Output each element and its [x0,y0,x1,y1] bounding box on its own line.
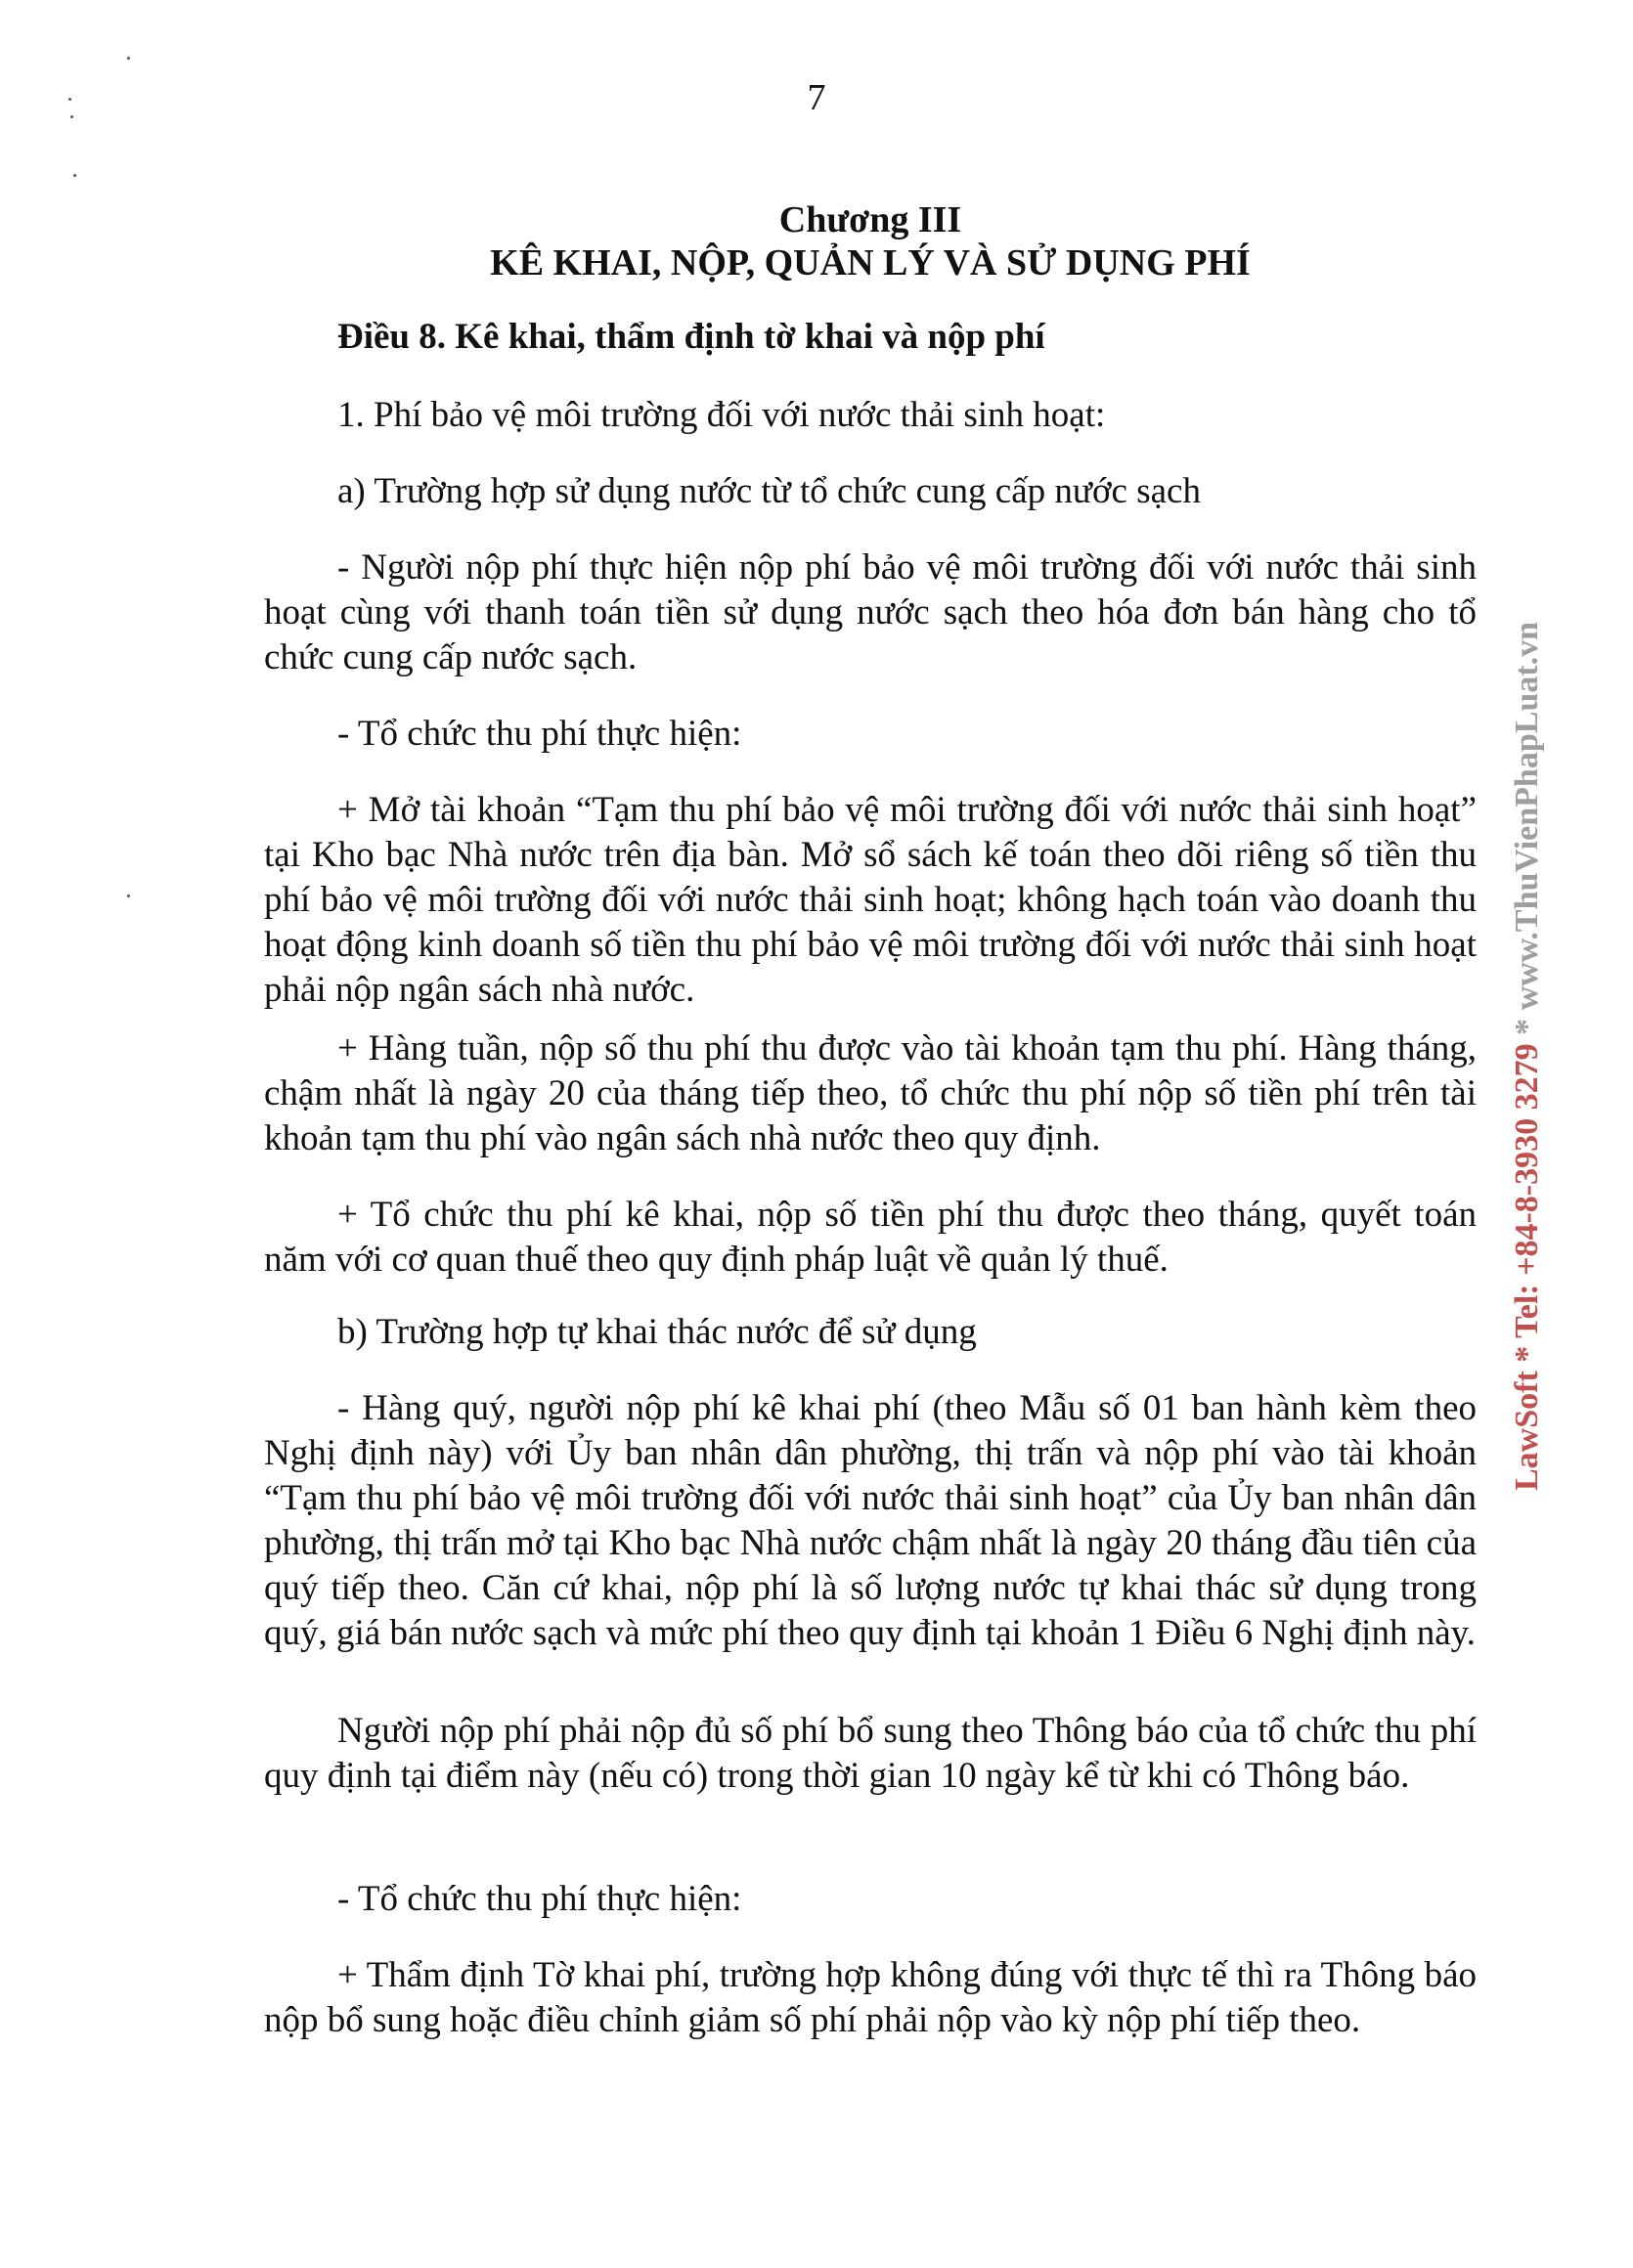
chapter-title: KÊ KHAI, NỘP, QUẢN LÝ VÀ SỬ DỤNG PHÍ [490,242,1251,284]
paragraph-2: a) Trường hợp sử dụng nước từ tổ chức cung cấp nước sạch [337,471,1201,511]
svg-text:LawSoft * Tel: +84-8-3930 3279 [1509,622,1545,1491]
chapter-label: Chương III [778,199,962,240]
lawsoft-watermark [1477,518,1574,1496]
paragraph-12: + Thẩm định Tờ khai phí, trường hợp không đúng với thực tế thì ra Thông báo nộp bổ sung hoặc điều chỉnh giảm số phí phải nộp vào kỳ nộp phí tiếp theo. [264,1955,1477,2040]
scan-speck [127,57,130,60]
article-heading: Điều 8. Kê khai, thẩm định tờ khai và nộp phí [337,317,1045,357]
paragraph-6: + Hàng tuần, nộp số thu phí thu được vào tài khoản tạm thu phí. Hàng tháng, chậm nhất là ngày 20 của tháng tiếp theo, tổ chức thu phí nộp số tiền phí trên tài khoản tạm thu phí vào ngân sách nhà nước theo quy định. [264,1028,1477,1158]
paragraph-8: b) Trường hợp tự khai thác nước để sử dụng [337,1312,977,1352]
watermark-separator: * [1509,1337,1545,1372]
scan-speck [68,98,71,101]
paragraph-4: - Tổ chức thu phí thực hiện: [337,714,742,754]
paragraph-5: + Mở tài khoản “Tạm thu phí bảo vệ môi trường đối với nước thải sinh hoạt” tại Kho bạc Nhà nước trên địa bàn. Mở sổ sách kế toán theo dõi riêng số tiền thu phí bảo vệ môi trường đối với nước thải sinh hoạt; không hạch toán vào doanh thu hoạt động kinh doanh số tiền thu phí bảo vệ môi trường đối với nước thải sinh hoạt phải nộp ngân sách nhà nước. [264,790,1477,1010]
scan-speck [127,894,130,897]
paragraph-3: - Người nộp phí thực hiện nộp phí bảo vệ môi trường đối với nước thải sinh hoạt cùng với thanh toán tiền sử dụng nước sạch theo hóa đơn bán hàng cho tổ chức cung cấp nước sạch. [264,547,1477,677]
watermark-brand-law: Law [1509,1427,1545,1491]
paragraph-10: Người nộp phí phải nộp đủ số phí bổ sung theo Thông báo của tổ chức thu phí quy định tại điểm này (nếu có) trong thời gian 10 ngày kể từ khi có Thông báo. [264,1711,1477,1796]
paragraph-11: - Tổ chức thu phí thực hiện: [337,1879,742,1919]
watermark-site: * www.ThuVienPhapLuat.vn [1509,621,1545,1044]
page-number: 7 [807,77,826,118]
paragraph-9: - Hàng quý, người nộp phí kê khai phí (theo Mẫu số 01 ban hành kèm theo Nghị định này) với Ủy ban nhân dân phường, thị trấn và nộp phí vào tài khoản “Tạm thu phí bảo vệ môi trường đối với nước thải sinh hoạt” của Ủy ban nhân dân phường, thị trấn mở tại Kho bạc Nhà nước chậm nhất là ngày 20 tháng đầu tiên của quý tiếp theo. Căn cứ khai, nộp phí là số lượng nước tự khai thác sử dụng trong quý, giá bán nước sạch và mức phí theo quy định tại khoản 1 Điều 6 Nghị định này. [264,1388,1477,1653]
paragraph-7: + Tổ chức thu phí kê khai, nộp số tiền phí thu được theo tháng, quyết toán năm với cơ quan thuế theo quy định pháp luật về quản lý thuế. [264,1195,1477,1280]
watermark-brand-soft: Soft [1509,1371,1545,1428]
scan-speck [70,115,73,118]
scan-speck [73,174,76,177]
watermark-tel: Tel: +84-8-3930 3279 [1509,1043,1545,1338]
paragraph-1: 1. Phí bảo vệ môi trường đối với nước thải sinh hoạt: [337,395,1106,435]
